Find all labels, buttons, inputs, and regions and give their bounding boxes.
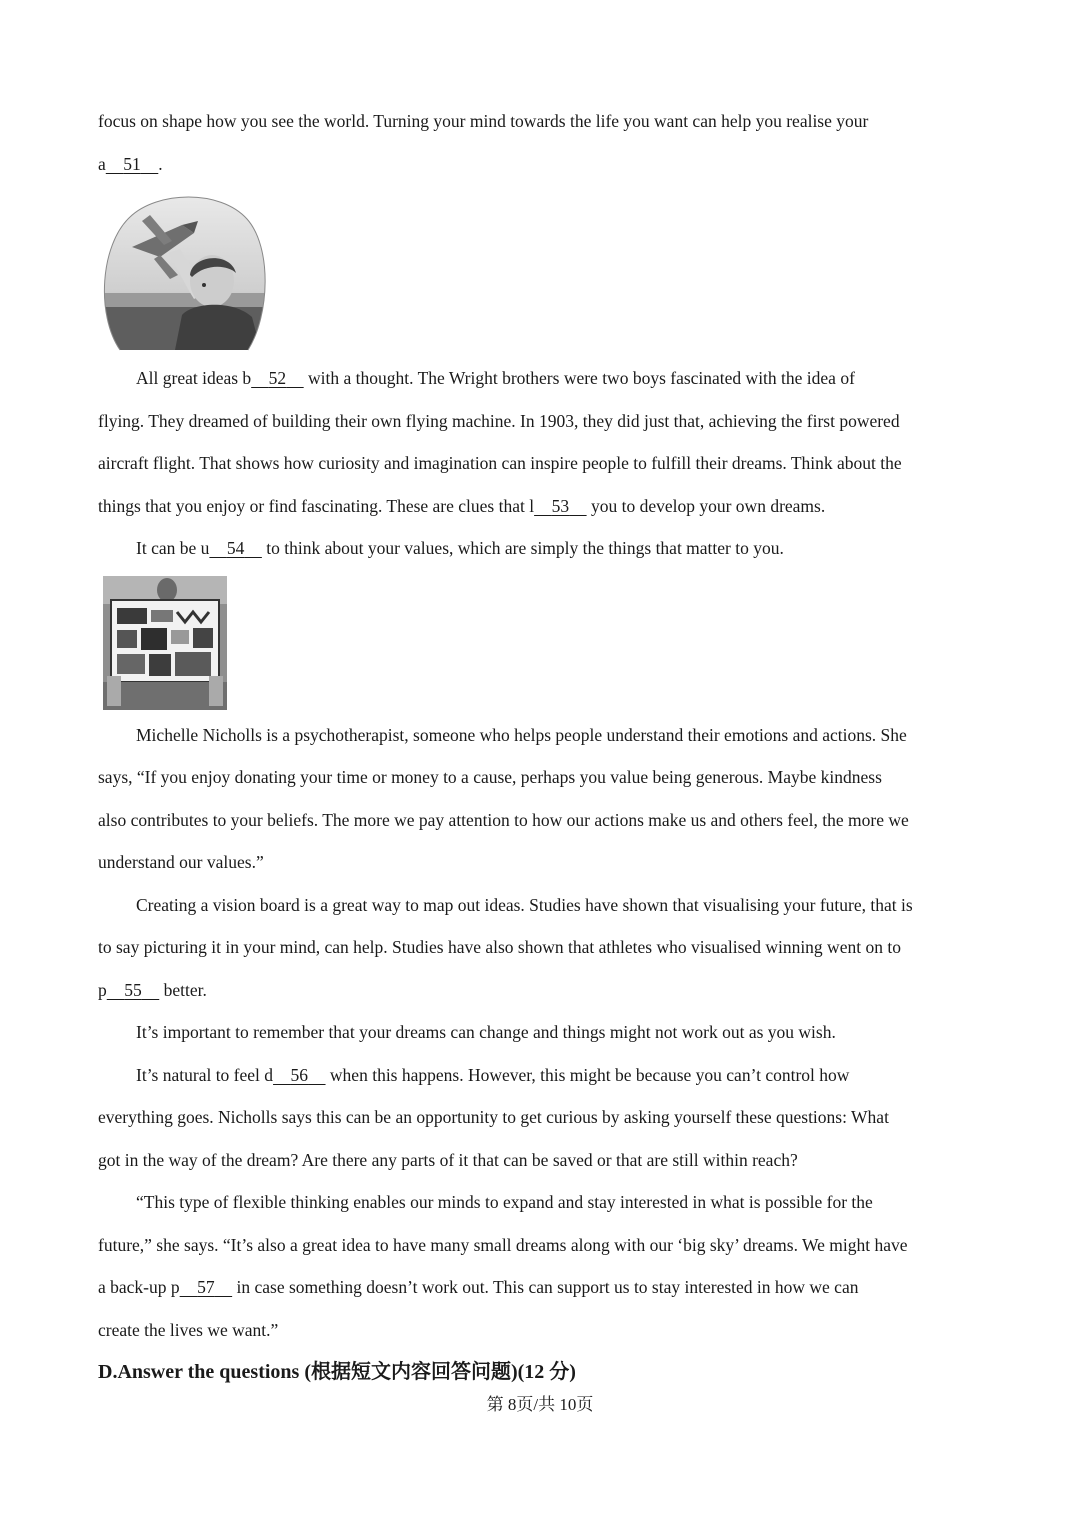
blank-number: 51 — [123, 153, 141, 174]
vision-board-image — [103, 576, 227, 710]
paragraph-7-line-2: everything goes. Nicholls says this can be an opportunity to get curious by asking yourself these questions: What — [98, 1107, 889, 1127]
paragraph-4-line-4: understand our values.” — [98, 852, 264, 872]
page-footer: 第 8页/共 10页 — [486, 1395, 594, 1414]
paragraph-5-line-1: Creating a vision board is a great way to map out ideas. Studies have shown that visualising your future, that is — [136, 894, 913, 915]
paragraph-8-line-2: future,” she says. “It’s also a great idea to have many small dreams along with our ‘big sky’ dreams. We might have — [98, 1234, 908, 1255]
text: with a thought. The Wright brothers were two boys fascinated with the idea of — [303, 368, 855, 388]
text: better. — [159, 979, 207, 1000]
text: It’s natural to feel d — [136, 1064, 274, 1085]
paragraph-2-line-1 — [98, 357, 984, 400]
blank-number: 52 — [268, 368, 287, 388]
paragraph-4-line-1: Michelle Nicholls is a psychotherapist, someone who helps people understand their emotions and actions. She — [136, 724, 907, 745]
blank-55[interactable] — [107, 969, 160, 1012]
paragraph-7-line-3: got in the way of the dream? Are there any parts of it that can be saved or that are still within reach? — [98, 1149, 798, 1170]
blank-54[interactable] — [209, 527, 262, 570]
paragraph-5-line-2: to say picturing it in your mind, can help. Studies have also shown that athletes who visualised winning went on to — [98, 937, 901, 957]
text: a back-up p — [98, 1277, 180, 1297]
text: in case something doesn’t work out. This can support us to stay interested in how we can — [232, 1277, 859, 1297]
paragraph-2-line-4 — [98, 485, 984, 528]
text: when this happens. However, this might be because you can’t control how — [325, 1064, 850, 1085]
text: p — [98, 979, 107, 1000]
blank-56[interactable] — [273, 1054, 326, 1097]
text: you to develop your own dreams. — [586, 495, 826, 516]
blank-number: 53 — [551, 495, 570, 516]
paragraph-8-line-3 — [98, 1266, 984, 1309]
paragraph-2-line-2: flying. They dreamed of building their own flying machine. In 1903, they did just that, achieving the first powered — [98, 410, 900, 431]
paragraph-2-line-3: aircraft flight. That shows how curiosity and imagination can inspire people to fulfill their dreams. Think about the — [98, 453, 902, 473]
paragraph-8-line-1: “This type of flexible thinking enables our minds to expand and stay interested in what is possible for the — [136, 1192, 873, 1212]
blank-53[interactable] — [534, 485, 587, 528]
blank-number: 55 — [124, 979, 142, 1000]
boy-with-plane-illustration — [102, 195, 266, 355]
text: . — [158, 153, 163, 174]
blank-number: 54 — [226, 538, 245, 558]
section-d-heading: D.Answer the questions (根据短文内容回答问题)(12 分) — [98, 1361, 576, 1383]
paragraph-4-line-3: also contributes to your beliefs. The more we pay attention to how our actions make us and others feel, the more we — [98, 809, 909, 830]
blank-number: 57 — [197, 1277, 215, 1297]
text: All great ideas b — [136, 368, 252, 388]
text: things that you enjoy or find fascinating. These are clues that l — [98, 495, 535, 516]
paragraph-1-line-2 — [98, 143, 984, 186]
vision-board-illustration — [103, 576, 227, 710]
worksheet-page — [98, 100, 984, 1393]
blank-number: 56 — [290, 1064, 309, 1085]
paragraph-4-line-2: says, “If you enjoy donating your time or money to a cause, perhaps you value being generous. Maybe kindness — [98, 767, 882, 787]
blank-52[interactable] — [251, 357, 304, 400]
paragraph-3-line-1 — [98, 527, 984, 570]
paragraph-1-line-1: focus on shape how you see the world. Turning your mind towards the life you want can help you realise your — [98, 111, 869, 131]
paragraph-6-line-1: It’s important to remember that your dreams can change and things might not work out as you wish. — [136, 1022, 836, 1042]
paragraph-8-line-4: create the lives we want.” — [98, 1319, 279, 1340]
blank-57[interactable] — [180, 1266, 233, 1309]
text: a — [98, 153, 106, 174]
text: to think about your values, which are simply the things that matter to you. — [261, 538, 784, 558]
blank-51[interactable] — [106, 143, 159, 186]
paragraph-7-line-1 — [98, 1054, 984, 1097]
paragraph-5-line-3 — [98, 969, 984, 1012]
text: It can be u — [136, 538, 210, 558]
boy-with-plane-image — [102, 195, 266, 355]
